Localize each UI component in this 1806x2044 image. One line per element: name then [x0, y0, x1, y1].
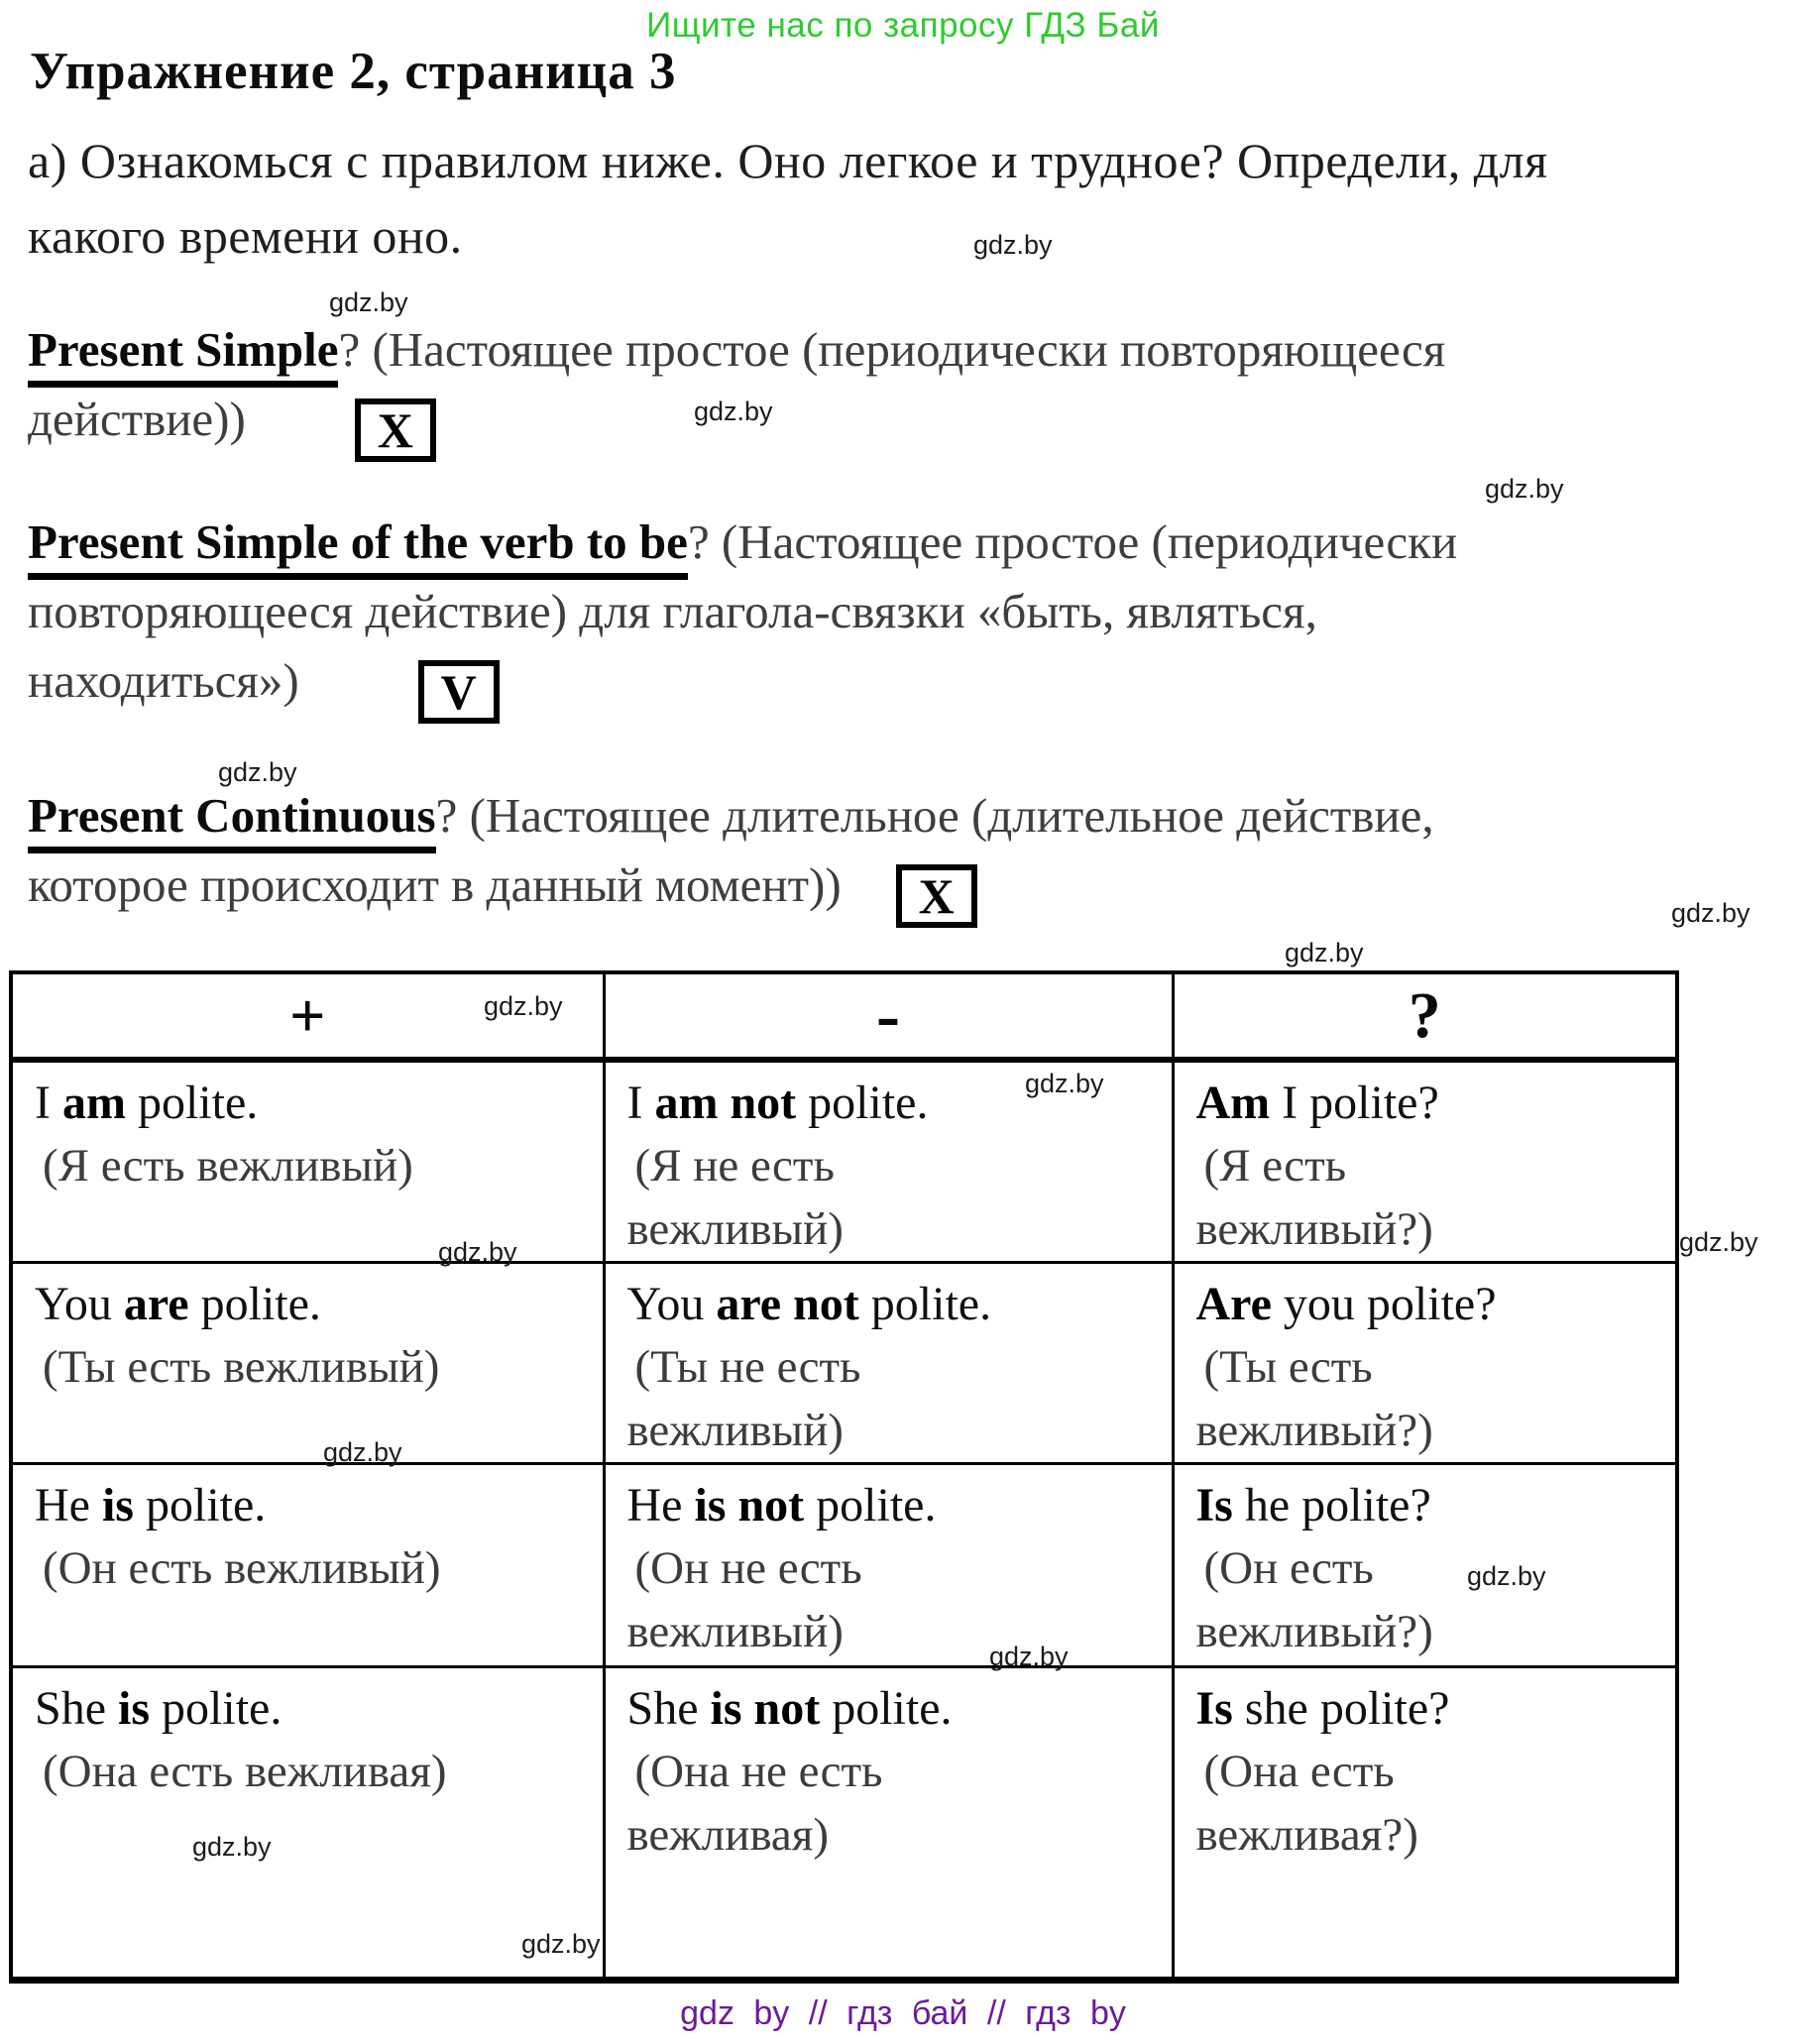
tense-description: ? (Настоящее простое (периодически повторяющееся	[338, 322, 1446, 377]
option-line	[28, 508, 1792, 577]
watermark-gdzby: gdz.by	[1467, 1561, 1546, 1591]
checkbox-mark: X	[918, 868, 955, 924]
watermark-gdzby: gdz.by	[989, 1642, 1069, 1671]
checkbox-present-simple-to-be	[418, 660, 500, 724]
watermark-gdzby: gdz.by	[218, 757, 297, 787]
translation-line: (Он есть	[1203, 1542, 1374, 1594]
table-row-she	[11, 1667, 1677, 1981]
tense-description: действие))	[28, 392, 246, 446]
english-sentence: I am polite.	[35, 1077, 259, 1129]
translation-line: (Она есть	[1203, 1746, 1395, 1797]
cell-affirmative	[11, 1263, 604, 1464]
tense-description: ? (Настоящее простое (периодически	[687, 514, 1458, 569]
task-text	[28, 123, 1792, 274]
checkbox-mark: V	[440, 664, 477, 720]
watermark-gdzby: gdz.by	[484, 991, 563, 1021]
cell-affirmative	[11, 1464, 604, 1667]
watermark-gdzby: gdz.by	[521, 1929, 601, 1959]
task-line-1: а) Ознакомься с правилом ниже. Оно легкое и трудное? Определи, для	[28, 133, 1548, 188]
translation-line: (Я есть вежливый)	[43, 1140, 413, 1192]
watermark-gdzby: gdz.by	[192, 1832, 272, 1862]
table-row-he	[11, 1464, 1677, 1667]
translation-line: (Я есть	[1203, 1140, 1347, 1192]
cell-affirmative	[11, 1060, 604, 1263]
cell-negative	[604, 1263, 1173, 1464]
watermark-gdzby: gdz.by	[1485, 474, 1564, 504]
watermark-gdzby: gdz.by	[1025, 1069, 1104, 1098]
col-header-affirmative: +	[11, 972, 604, 1060]
checkbox-mark: X	[377, 402, 413, 458]
watermark-gdzby: gdz.by	[329, 287, 408, 317]
tense-description: которое происходит в данный момент))	[28, 857, 842, 912]
english-sentence: You are polite.	[35, 1278, 321, 1330]
english-sentence: Are you polite?	[1195, 1278, 1497, 1330]
translation-line: вежливый)	[626, 1203, 844, 1255]
page-title: Упражнение 2, страница 3	[30, 43, 677, 100]
translation-line: вежливый?)	[1195, 1203, 1433, 1255]
option-line	[28, 781, 1792, 851]
tense-term: Present Continuous	[28, 788, 436, 853]
option-present-simple-to-be	[28, 508, 1792, 724]
watermark-gdzby: gdz.by	[1679, 1227, 1758, 1257]
watermark-gdzby: gdz.by	[323, 1437, 402, 1467]
english-sentence: Am I polite?	[1195, 1077, 1439, 1129]
tense-term: Present Simple	[28, 322, 338, 388]
option-present-continuous	[28, 781, 1792, 928]
cell-question	[1173, 1464, 1677, 1667]
tense-description: ? (Настоящее длительное (длительное действие,	[435, 788, 1434, 843]
option-line: повторяющееся действие) для глагола-связки «быть, являться,	[28, 584, 1317, 638]
translation-line: (Ты есть вежливый)	[43, 1341, 440, 1393]
english-sentence: I am not polite.	[626, 1077, 929, 1129]
watermark-gdzby: gdz.by	[1671, 898, 1750, 928]
cell-question	[1173, 1060, 1677, 1263]
translation-line: вежливая?)	[1195, 1809, 1418, 1861]
option-line	[28, 315, 1792, 385]
translation-line: вежливая)	[626, 1809, 830, 1861]
tense-description: находиться»)	[28, 653, 299, 708]
translation-line: вежливый?)	[1195, 1606, 1433, 1657]
promo-banner: Ищите нас по запросу ГДЗ Бай	[646, 6, 1160, 45]
english-sentence: She is polite.	[35, 1682, 282, 1735]
cell-affirmative	[11, 1667, 604, 1981]
translation-line: (Она есть вежливая)	[43, 1746, 447, 1797]
option-line	[28, 385, 1792, 462]
english-sentence: He is polite.	[35, 1479, 267, 1532]
english-sentence: She is not polite.	[626, 1682, 953, 1735]
watermark-gdzby: gdz.by	[694, 397, 773, 426]
translation-line: (Он есть вежливый)	[43, 1542, 441, 1594]
translation-line: вежливый)	[626, 1405, 844, 1456]
cell-question	[1173, 1263, 1677, 1464]
english-sentence: He is not polite.	[626, 1479, 937, 1532]
task-line-2: какого времени оно.	[28, 208, 463, 264]
english-sentence: Is he polite?	[1195, 1479, 1431, 1532]
translation-line: вежливый?)	[1195, 1405, 1433, 1456]
table-row-i	[11, 1060, 1677, 1263]
col-header-question: ?	[1173, 972, 1677, 1060]
translation-line: вежливый)	[626, 1606, 844, 1657]
watermark-gdzby: gdz.by	[1285, 938, 1364, 967]
translation-line: (Ты есть	[1203, 1341, 1373, 1393]
col-header-negative: -	[604, 972, 1173, 1060]
cell-question	[1173, 1667, 1677, 1981]
watermark-gdzby: gdz.by	[438, 1237, 517, 1267]
table-header-row	[11, 972, 1677, 1060]
option-line	[28, 851, 1792, 928]
option-present-simple	[28, 315, 1792, 462]
english-sentence: You are not polite.	[626, 1278, 992, 1330]
translation-line: (Ты не есть	[634, 1341, 861, 1393]
watermark-gdzby: gdz.by	[973, 230, 1053, 260]
checkbox-present-continuous	[896, 864, 977, 928]
option-line	[28, 646, 1792, 724]
translation-line: (Она не есть	[634, 1746, 883, 1797]
english-sentence: Is she polite?	[1195, 1682, 1450, 1735]
tense-term: Present Simple of the verb to be	[28, 514, 688, 580]
translation-line: (Я не есть	[634, 1140, 835, 1192]
table-row-you	[11, 1263, 1677, 1464]
footer-site-line: gdz by // гдз бай // гдз by	[680, 1994, 1126, 2032]
cell-negative	[604, 1464, 1173, 1667]
translation-line: (Он не есть	[634, 1542, 862, 1594]
checkbox-present-simple	[355, 398, 436, 462]
cell-negative	[604, 1667, 1173, 1981]
